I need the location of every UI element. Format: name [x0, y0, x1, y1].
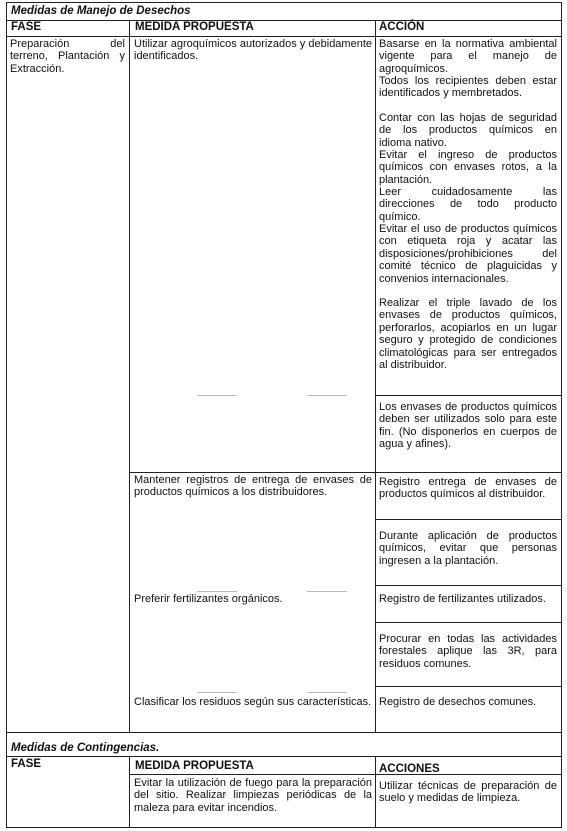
column-divider: [129, 756, 130, 828]
header-acciones: ACCIONES: [379, 763, 440, 775]
header-fase: FASE: [11, 21, 42, 33]
faint-line: [197, 395, 237, 396]
accion-cell: Evitar el uso de productos químicos con etiqueta roja y acatar las disposiciones/prohibiciones del comité técnico de plaguicidas y convenios internacionales.: [379, 223, 557, 285]
medida-cell: Evitar la utilización de fuego para la preparación del sitio. Realizar limpiezas periódicas de la maleza para evitar incendios.: [134, 777, 372, 814]
accion-cell: Basarse en la normativa ambiental vigente para el manejo de agroquímicos.: [379, 38, 557, 75]
faint-line: [307, 591, 347, 592]
fase-cell: Preparación del terreno, Plantación y Extracción.: [10, 38, 125, 75]
section-title-contingencias: Medidas de Contingencias.: [11, 742, 160, 754]
faint-line: [197, 692, 237, 693]
header-accion: ACCIÓN: [379, 21, 425, 33]
row-divider: [375, 622, 561, 623]
accion-cell: Los envases de productos químicos deben ser utilizados solo para este fin. (No disponerlos en cuerpos de agua y afines).: [379, 401, 557, 451]
medida-cell: Mantener registros de entrega de envases de productos químicos a los distribuidores.: [134, 474, 372, 499]
divider: [7, 20, 561, 21]
medida-cell: Preferir fertilizantes orgánicos.: [134, 593, 283, 605]
accion-cell: Registro de fertilizantes utilizados.: [379, 593, 546, 605]
accion-cell: Durante aplicación de productos químicos, evitar que personas ingresen a la plantación.: [379, 530, 557, 567]
column-divider: [375, 756, 376, 828]
column-divider: [375, 20, 376, 732]
accion-cell: Registro de desechos comunes.: [379, 696, 537, 708]
document-page: [6, 2, 562, 828]
accion-cell: Procurar en todas las actividades forestales aplique las 3R, para residuos comunes.: [379, 633, 557, 670]
faint-line: [307, 692, 347, 693]
divider: [7, 756, 561, 757]
accion-cell: Registro entrega de envases de productos químicos al distribuidor.: [379, 476, 557, 501]
accion-cell: Contar con las hojas de seguridad de los productos químicos en idioma nativo.: [379, 112, 557, 149]
section-title-desechos: Medidas de Manejo de Desechos: [11, 5, 191, 17]
row-divider: [375, 395, 561, 396]
medida-cell: Clasificar los residuos según sus características.: [134, 696, 372, 708]
divider: [7, 36, 561, 37]
accion-cell: Utilizar técnicas de preparación de suelo y medidas de limpieza.: [379, 780, 557, 805]
header-medida: MEDIDA PROPUESTA: [135, 760, 254, 772]
row-divider: [375, 686, 561, 687]
row-divider: [375, 585, 561, 586]
faint-line: [197, 591, 237, 592]
accion-cell: Realizar el triple lavado de los envases de productos químicos, perforarlos, acopiarlos en un lugar seguro y protegido de condiciones climatológicas para ser entregados al distribuidor.: [379, 297, 557, 372]
accion-cell: Todos los recipientes deben estar identificados y membretados.: [379, 75, 557, 100]
divider: [7, 732, 561, 733]
row-divider: [375, 519, 561, 520]
column-divider: [129, 20, 130, 732]
accion-cell: Leer cuidadosamente las direcciones de todo producto químico.: [379, 186, 557, 223]
header-fase: FASE: [11, 758, 42, 770]
medida-cell: Utilizar agroquímicos autorizados y debidamente identificados.: [134, 38, 372, 63]
divider: [129, 774, 561, 775]
row-divider: [129, 472, 561, 473]
accion-cell: Evitar el ingreso de productos químicos con envases rotos, a la plantación.: [379, 149, 557, 186]
header-medida: MEDIDA PROPUESTA: [135, 21, 254, 33]
faint-line: [307, 395, 347, 396]
